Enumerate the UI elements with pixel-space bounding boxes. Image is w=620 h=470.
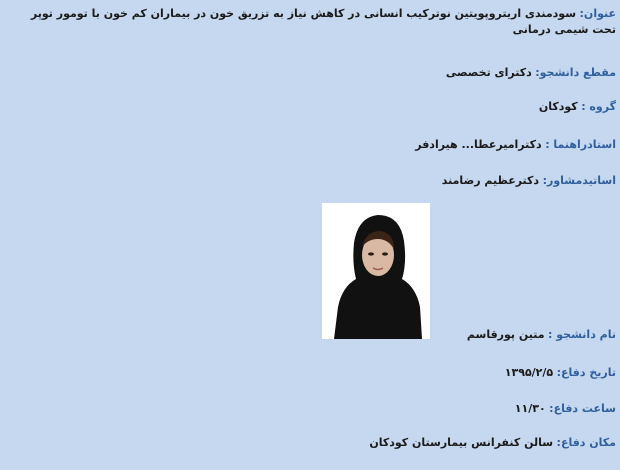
- defense-time-row: [4, 402, 616, 415]
- student-photo: [322, 203, 430, 339]
- consultant-label: اساتیدمشاور:: [542, 174, 616, 187]
- defense-place-value: سالن کنفرانس بیمارستان کودکان: [369, 436, 554, 449]
- student-value: متین پورقاسم: [466, 328, 545, 341]
- student-label: نام دانشجو :: [548, 328, 616, 341]
- advisor-row: [4, 138, 616, 151]
- defense-date-value: ۱۳۹۵/۲/۵: [504, 366, 554, 379]
- degree-row: [4, 66, 616, 79]
- advisor-value: دکترامیرعطا... هیرادفر: [415, 138, 542, 151]
- consultant-value: دکترعظیم رضامند: [441, 174, 540, 187]
- portrait-image: [322, 203, 430, 339]
- group-value: کودکان: [538, 100, 578, 113]
- defense-place-row: [4, 436, 616, 449]
- degree-value: دکترای تخصصی: [445, 66, 532, 79]
- defense-date-row: [4, 366, 616, 379]
- group-label: گروه :: [581, 100, 616, 113]
- advisor-label: استادراهنما :: [545, 138, 616, 151]
- title-label: عنوان:: [579, 7, 616, 20]
- defense-time-value: ۱۱/۳۰: [514, 402, 546, 415]
- title-row: [4, 6, 616, 38]
- defense-place-label: مکان دفاع:: [556, 436, 616, 449]
- title-value: سودمندی اریتروپویتین نوترکیب انسانی در کاهش نیاز به تزریق خون در بیماران کم خون با تومور توپر تحت شیمی درمانی: [30, 7, 616, 36]
- group-row: [4, 100, 616, 113]
- defense-time-label: ساعت دفاع:: [549, 402, 616, 415]
- degree-label: مقطع دانشجو:: [535, 66, 616, 79]
- defense-date-label: تاریخ دفاع:: [556, 366, 616, 379]
- consultant-row: [4, 174, 616, 187]
- student-row: [4, 328, 616, 341]
